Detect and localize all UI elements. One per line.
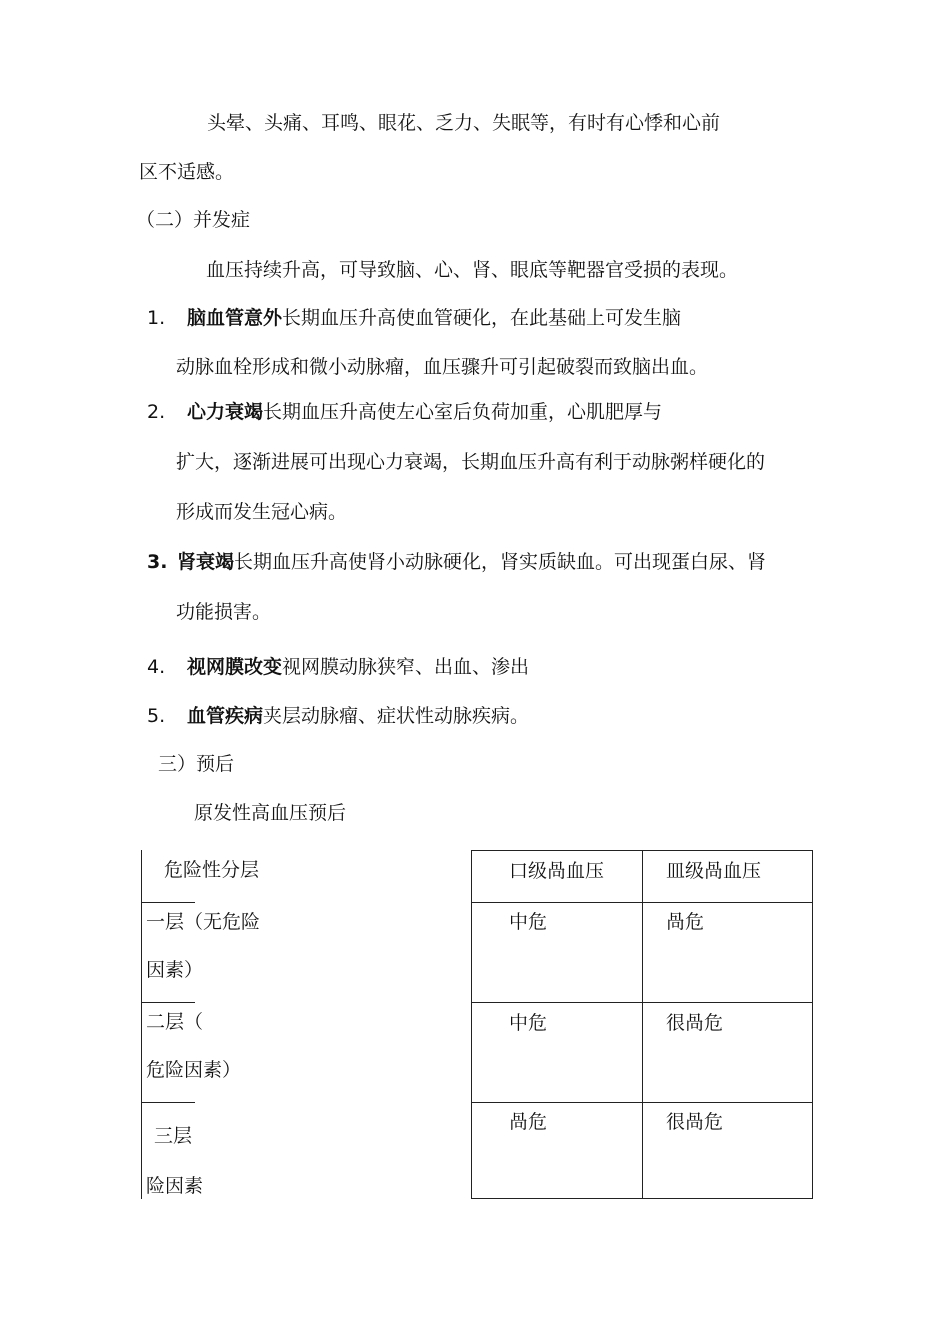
list-item-3-cont: 功能损害。	[176, 601, 272, 623]
list-item-4	[147, 655, 529, 679]
paragraph-symptoms-cont: 区不适感。	[139, 161, 235, 183]
table-divider	[141, 1102, 195, 1103]
list-item-text: 夹层动脉瘤、症状性动脉疾病。	[263, 705, 530, 727]
list-number: 3.	[147, 551, 168, 573]
list-item-5	[147, 704, 529, 728]
table-title: 原发性高血压预后	[194, 802, 347, 824]
list-number: 1.	[147, 307, 166, 329]
table-header-risk: 危险性分层	[164, 859, 260, 881]
list-number: 5.	[147, 705, 166, 727]
list-item-text: 长期血压升高使肾小动脉硬化，肾实质缺血。可出现蛋白尿、肾	[234, 551, 767, 573]
table-cell: 险因素	[146, 1175, 204, 1197]
list-number: 2.	[147, 401, 166, 423]
table-cell: 因素）	[146, 959, 204, 981]
table-header-grade-2: 口级咼血压	[509, 860, 605, 882]
table-cell: 咼危	[666, 911, 705, 933]
list-item-2	[147, 400, 662, 424]
section-heading-prognosis: 三）预后	[158, 753, 235, 775]
list-item-text: 长期血压升高使左心室后负荷加重，心肌肥厚与	[263, 401, 663, 423]
table-divider	[472, 902, 812, 903]
table-divider	[472, 1102, 812, 1103]
table-header-grade-3: 皿级咼血压	[666, 860, 762, 882]
table-cell: 二层（	[146, 1011, 204, 1033]
list-item-title: 肾衰竭	[177, 551, 235, 573]
table-cell: 三层	[154, 1125, 193, 1147]
list-item-title: 脑血管意外	[187, 307, 283, 329]
list-item-title: 视网膜改变	[187, 656, 283, 678]
paragraph-intro: 血压持续升高，可导致脑、心、肾、眼底等靶器官受损的表现。	[206, 259, 739, 281]
table-divider	[141, 1002, 195, 1003]
table-divider	[472, 1002, 812, 1003]
table-cell-clip	[141, 1170, 204, 1200]
hypertension-grade-table	[471, 850, 813, 1199]
list-item-text: 视网膜动脉狭窄、出血、渗出	[282, 656, 530, 678]
list-item-2-cont-1: 扩大，逐渐进展可出现心力衰竭，长期血压升高有利于动脉粥样硬化的	[176, 451, 766, 473]
list-item-1	[147, 306, 681, 330]
list-number: 4.	[147, 656, 166, 678]
table-divider	[141, 902, 195, 903]
table-cell: 很咼危	[666, 1111, 724, 1133]
list-item-title: 心力衰竭	[187, 401, 264, 423]
list-item-1-cont: 动脉血栓形成和微小动脉瘤，血压骤升可引起破裂而致脑出血。	[176, 356, 709, 378]
paragraph-symptoms: 头晕、头痛、耳鸣、眼花、乏力、失眠等，有时有心悸和心前	[207, 112, 721, 134]
list-item-3	[147, 550, 766, 574]
list-item-title: 血管疾病	[187, 705, 264, 727]
table-cell: 中危	[509, 911, 548, 933]
table-cell: 危险因素）	[146, 1059, 242, 1081]
table-cell: 咼危	[509, 1111, 548, 1133]
list-item-text: 长期血压升高使血管硬化，在此基础上可发生脑	[282, 307, 682, 329]
table-divider	[642, 851, 643, 1198]
table-cell: 一层（无危险	[146, 911, 261, 933]
table-cell: 中危	[509, 1012, 548, 1034]
table-cell: 很咼危	[666, 1012, 724, 1034]
list-item-2-cont-2: 形成而发生冠心病。	[176, 501, 348, 523]
section-heading-complications: （二）并发症	[136, 209, 251, 231]
